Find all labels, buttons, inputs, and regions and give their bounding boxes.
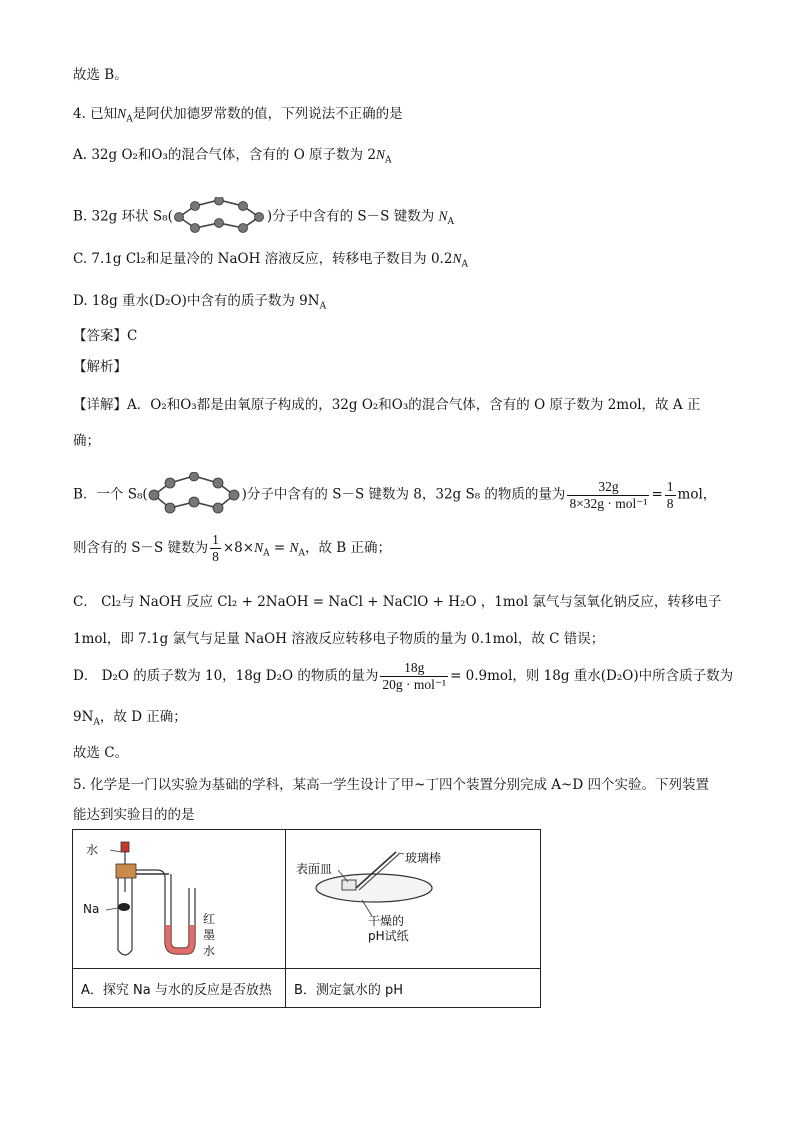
prev-answer: 故选 B。 (73, 67, 128, 83)
fraction-mass-over-molar: $\frac{32g}{\text{8×32g · mol⁻¹}}$ (569, 478, 648, 511)
apparatus-a (73, 830, 285, 968)
answer-line: 【答案】C (73, 328, 138, 344)
label-na: Na (83, 902, 100, 916)
label-ph-paper: pH试纸 (368, 929, 409, 943)
fraction-one-eighth: $\frac{1}{8}$ (666, 478, 674, 511)
apparatus-b (286, 830, 540, 968)
option-a-caption: A．探究 Na 与水的反应是否放热 (73, 969, 286, 1008)
q4-option-a: A. 32g O₂和O₃的混合气体，含有的 O 原子数为 $2N_A$ (73, 147, 392, 166)
label-glass-rod: 玻璃棒 (405, 851, 442, 865)
option-b-caption: B．测定氯水的 pH (286, 969, 541, 1008)
detail-d-line1: D． D₂O 的质子数为 10，18g D₂O 的物质的量为 $\frac{18g}{\text{20g · mol⁻¹}}$ = 0.9mol，则 18g 重水(D₂O)中所含质子数为 (73, 660, 734, 692)
q5-stem-line2: 能达到实验目的的是 (73, 807, 195, 823)
detail-a-line2: 确； (73, 433, 100, 449)
label-red-ink-1: 红 (203, 912, 216, 926)
q5-stem-line1: 5. 化学是一门以实验为基础的学科，某高一学生设计了甲~丁四个装置分别完成 A~D 四个实验。下列装置 (73, 777, 709, 793)
label-water: 水 (86, 843, 99, 857)
final-answer: 故选 C。 (73, 745, 129, 761)
fraction-one-eighth-2: $\frac{1}{8}$ (212, 532, 219, 564)
detail-c-line1: C． Cl₂与 NaOH 反应 Cl₂ + 2NaOH = NaCl + NaClO + H₂O ，1mol 氯气与氢氧化钠反应，转移电子 (73, 594, 722, 610)
analysis-label: 【解析】 (73, 359, 127, 375)
detail-b-line2: 则含有的 S－S 键数为 $\frac{1}{8}$ $\times 8\times N_A = N_A$，故 B 正确； (73, 532, 392, 564)
q4-stem: 4. 已知$N_A$是阿伏加德罗常数的值，下列说法不正确的是 (73, 106, 403, 125)
detail-d-line2: $9N_A$，故 D 正确； (73, 709, 187, 728)
label-red-ink-3: 水 (203, 944, 216, 958)
q4-option-b: B. 32g 环状 S₈( )分子中含有的 S－S 键数为 $N_A$ (73, 197, 454, 237)
fraction-d2o-moles: $\frac{18g}{\text{20g · mol⁻¹}}$ (382, 660, 447, 692)
label-dry-1: 干燥的 (368, 914, 405, 928)
test-tube-u-tube-icon (73, 830, 285, 968)
apparatus-a-cell (73, 830, 286, 969)
q4-option-c: C. 7.1g Cl₂和足量冷的 NaOH 溶液反应，转移电子数目为 $0.2N_A$ (73, 251, 468, 270)
s8-ring-molecule-icon (173, 197, 267, 237)
q4-option-d: D. 18g 重水(D₂O)中含有的质子数为 $9N_A$ (73, 293, 327, 312)
label-watch-glass: 表面皿 (296, 862, 333, 876)
detail-a-line1: 【详解】A．O₂和O₃都是由氧原子构成的，32g O₂和O₃的混合气体，含有的 O 原子数为 2mol，故 A 正 (73, 397, 701, 413)
q5-options-table (72, 829, 541, 1008)
detail-b-line1: B．一个 S₈( )分子中含有的 S－S 键数为 8，32g S₈ 的物质的量为 $\frac{32g}{\text{8×32g · mol⁻¹}}$ = $\frac{1}{8}$ mol， (73, 472, 716, 518)
s8-ring-molecule-icon-2 (148, 472, 242, 518)
detail-c-line2: 1mol，即 7.1g 氯气与足量 NaOH 溶液反应转移电子物质的量为 0.1mol，故 C 错误； (73, 631, 605, 647)
label-red-ink-2: 墨 (203, 928, 216, 942)
apparatus-b-cell (286, 830, 541, 969)
